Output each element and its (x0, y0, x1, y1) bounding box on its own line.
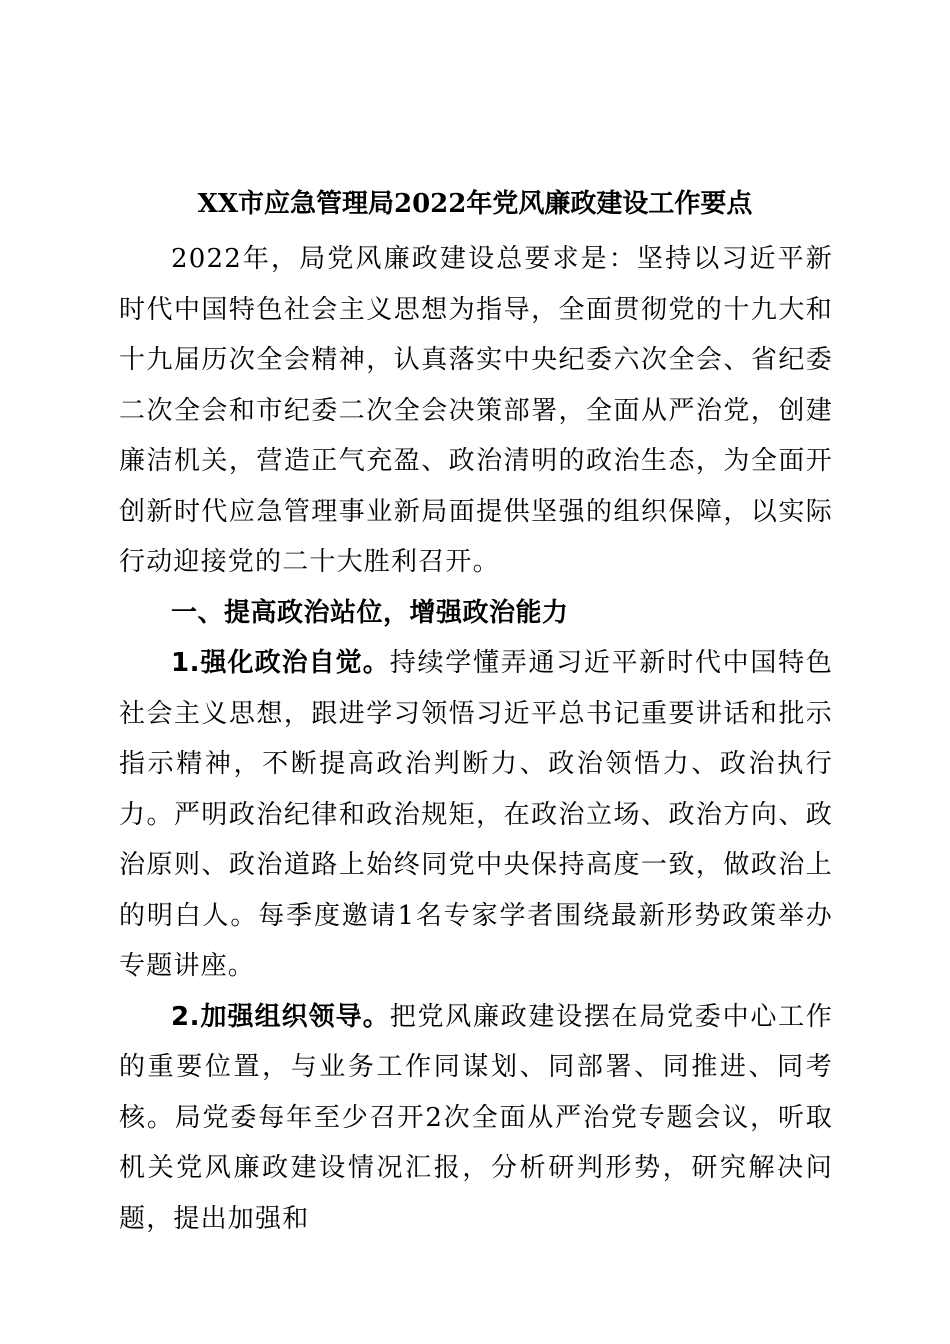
item-paragraph-1 (119, 638, 833, 992)
document-title: XX市应急管理局2022年党风廉政建设工作要点 (197, 189, 753, 219)
item-lead-1: 1.强化政治自觉。 (171, 648, 390, 678)
item-lead-2: 2.加强组织领导。 (171, 1001, 390, 1032)
item-text-2: 把党风廉政建设摆在局党委中心工作的重要位置，与业务工作同谋划、同部署、同推进、同考核。局党委每年至少召开2次全面从严治党专题会议，听取机关党风廉政建设情况汇报，分析研判形势，研究解决问题，提出加强和 (119, 1001, 834, 1234)
document-body (119, 234, 833, 1244)
item-text-1: 持续学懂弄通习近平新时代中国特色社会主义思想，跟进学习领悟习近平总书记重要讲话和批示指示精神，不断提高政治判断力、政治领悟力、政治执行力。严明政治纪律和政治规矩，在政治立场、政治方向、政治原则、政治道路上始终同党中央保持高度一致，做政治上的明白人。每季度邀请1名专家学者围绕最新形势政策举办专题讲座。 (119, 648, 834, 981)
section-heading-1: 一、提高政治站位，增强政治能力 (171, 597, 569, 628)
intro-paragraph: 2022年，局党风廉政建设总要求是：坚持以习近平新时代中国特色社会主义思想为指导，全面贯彻党的十九大和十九届历次全会精神，认真落实中央纪委六次全会、省纪委二次全会和市纪委二次全会决策部署，全面从严治党，创建廉洁机关，营造正气充盈、政治清明的政治生态，为全面开创新时代应急管理事业新局面提供坚强的组织保障，以实际行动迎接党的二十大胜利召开。 (119, 244, 833, 577)
item-paragraph-2 (119, 992, 833, 1245)
